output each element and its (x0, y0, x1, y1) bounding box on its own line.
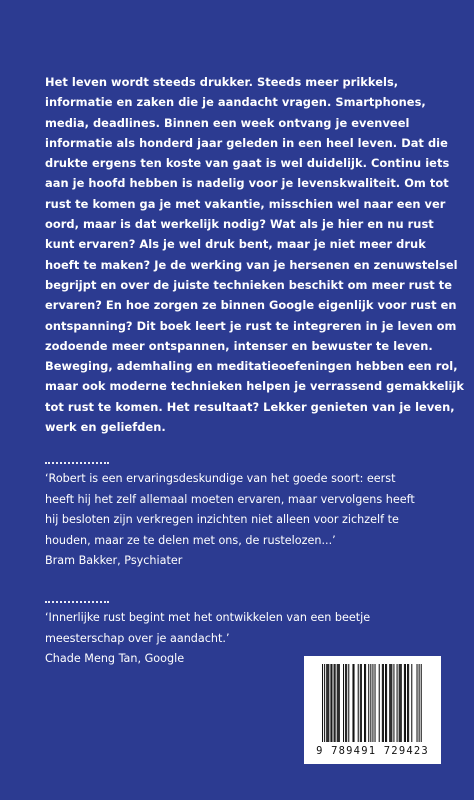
barcode-bar (390, 664, 391, 742)
barcode-bar (389, 664, 390, 742)
barcode-bar (337, 664, 338, 742)
barcode-bar (364, 664, 365, 742)
blurb-line: oord, maar is dat werkelijk nodig? Wat als je hier en nu rust (45, 217, 434, 232)
barcode-bar (326, 664, 327, 742)
barcode-bar (375, 664, 376, 742)
endorsement-quote-1 (45, 469, 445, 572)
barcode-bar (324, 664, 325, 742)
barcode-bar (339, 664, 340, 742)
isbn-number: 9 789491 729423 (316, 745, 429, 757)
barcode-bar (372, 664, 373, 742)
isbn-barcode (304, 656, 441, 764)
quote-line: ‘Robert is een ervaringsdeskundige van het goede soort: eerst (45, 472, 396, 485)
barcode-bar (411, 664, 412, 742)
barcode-bar (405, 664, 406, 742)
barcode-bar (417, 664, 418, 742)
blurb-line: rust te komen ga je met vakantie, misschien wel naar een ver (45, 196, 446, 211)
barcode-bar (391, 664, 392, 742)
quote-line: ‘Innerlijke rust begint met het ontwikkelen van een beetje (45, 611, 371, 624)
barcode-bars (304, 656, 441, 746)
barcode-bar (404, 664, 405, 742)
blurb-line: ervaren? En hoe zorgen ze binnen Google eigenlijk voor rust en (45, 298, 457, 313)
barcode-bar (393, 664, 394, 742)
barcode-bar (345, 664, 346, 742)
barcode-bar (343, 664, 344, 742)
quote-line: meesterschap over je aandacht.’ (45, 631, 230, 645)
blurb-line: begrijpt en over de juiste technieken beschikt om meer rust te (45, 277, 453, 292)
blurb-line: informatie als honderd jaar geleden in een heel leven. Dat die (45, 135, 448, 150)
blurb-line: Beweging, ademhaling en meditatieoefeningen hebben een rol, (45, 359, 458, 374)
barcode-bar (386, 664, 387, 742)
barcode-bar (330, 664, 331, 742)
blurb-line: ontspanning? Dit boek leert je rust te integreren in je leven om (45, 318, 457, 333)
barcode-bar (368, 664, 369, 742)
barcode-bar (327, 664, 328, 742)
barcode-bar (346, 664, 347, 742)
blurb-line: werk en geliefden. (45, 420, 166, 435)
barcode-bar (407, 664, 408, 742)
barcode-bar (365, 664, 366, 742)
blurb-line: drukte ergens ten koste van gaat is wel duidelijk. Continu iets (45, 156, 450, 171)
dotted-divider (45, 601, 109, 603)
dotted-divider (45, 462, 109, 464)
barcode-bar (383, 664, 384, 742)
barcode-bar (370, 664, 371, 742)
barcode-bar (379, 664, 380, 742)
blurb-line: media, deadlines. Binnen een week ontvang je evenveel (45, 115, 410, 130)
barcode-bar (358, 664, 359, 742)
barcode-bar (385, 664, 386, 742)
barcode-bar (421, 664, 422, 742)
barcode-bar (354, 664, 355, 742)
blurb-line: aan je hoofd hebben is nadelig voor je levenskwaliteit. Om tot (45, 176, 449, 191)
barcode-bar (334, 664, 335, 742)
quote-line: houden, maar ze te delen met ons, de rustelozen...’ (45, 533, 336, 547)
blurb-line: maar ook moderne technieken helpen je verrassend gemakkelijk (45, 379, 465, 394)
barcode-bar (335, 664, 336, 742)
blurb-line: informatie en zaken die je aandacht vragen. Smartphones, (45, 95, 426, 110)
barcode-bar (360, 664, 361, 742)
blurb-line: hoeft te maken? Je de werking van je hersenen en zenuwstelsel (45, 257, 458, 272)
quote-line: hij besloten zijn verkregen inzichten niet alleen voor zichzelf te (45, 513, 399, 527)
blurb-line: Het leven wordt steeds drukker. Steeds meer prikkels, (45, 75, 399, 89)
blurb-line: kunt ervaren? Als je wel druk bent, maar je niet meer druk (45, 237, 426, 252)
blurb-text (45, 72, 465, 437)
barcode-bar (361, 664, 362, 742)
barcode-bar (348, 664, 349, 742)
barcode-bar (408, 664, 409, 742)
barcode-bar (400, 664, 401, 742)
blurb-line: zodoende meer ontspannen, intenser en bewuster te leven. (45, 338, 433, 353)
barcode-bar (419, 664, 420, 742)
barcode-bar (382, 664, 383, 742)
barcode-bar (322, 664, 323, 742)
quote-attribution: Bram Bakker, Psychiater (45, 554, 183, 568)
barcode-bar (397, 664, 398, 742)
barcode-bar (331, 664, 332, 742)
barcode-bar (338, 664, 339, 742)
barcode-bar (328, 664, 329, 742)
quote-attribution: Chade Meng Tan, Google (45, 652, 185, 666)
barcode-bar (399, 664, 400, 742)
quote-line: heeft hij het zelf allemaal moeten ervaren, maar vervolgens heeft (45, 492, 415, 506)
barcode-bar (352, 664, 353, 742)
barcode-bar (401, 664, 402, 742)
blurb-line: tot rust te komen. Het resultaat? Lekker genieten van je leven, (45, 399, 455, 414)
